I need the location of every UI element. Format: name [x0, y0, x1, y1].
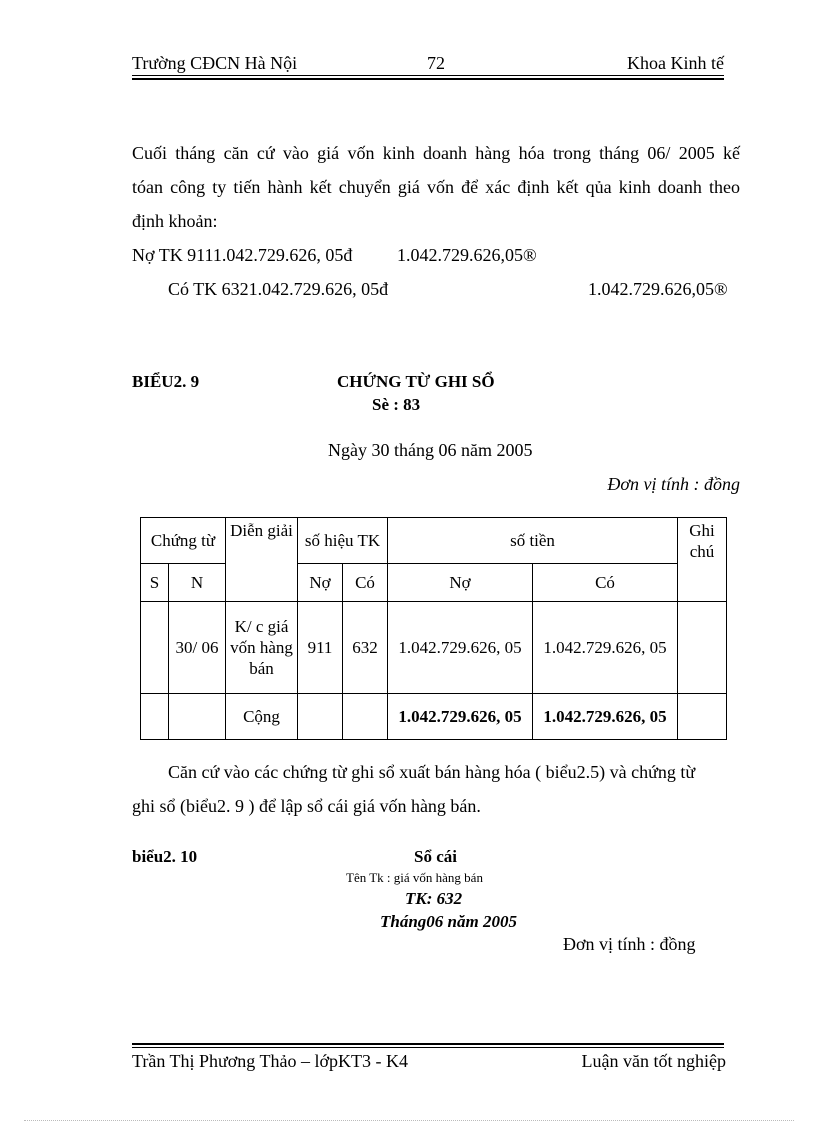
th-s: S — [141, 564, 169, 602]
intro-line-1: Cuối tháng căn cứ vào giá vốn kinh doanh hàng hóa trong tháng 06/ 2005 kế — [132, 143, 740, 163]
th-tien-co: Có — [533, 564, 678, 602]
total-tk-no — [298, 694, 343, 740]
footer-doc-type: Luận văn tốt nghiệp — [581, 1051, 726, 1071]
cell-ghichu — [678, 602, 727, 694]
th-tk-no: Nợ — [298, 564, 343, 602]
ledger-account-code: TK: 632 — [405, 889, 463, 908]
voucher-date: Ngày 30 tháng 06 năm 2005 — [328, 440, 533, 460]
cell-n: 30/ 06 — [169, 602, 226, 694]
ledger-form-label: biểu2. 10 — [132, 847, 198, 866]
entry-debit-amount: 1.042.729.626,05® — [397, 245, 537, 265]
ledger-unit: Đơn vị tính : đồng — [563, 934, 696, 954]
para2-line-2: ghi sổ (biểu2. 9 ) để lập sổ cái giá vốn hàng bán. — [132, 796, 481, 816]
th-diengiai: Diễn giải — [226, 518, 298, 602]
total-tien-co: 1.042.729.626, 05 — [533, 694, 678, 740]
th-ghichu: Ghi chú — [678, 518, 727, 602]
total-s — [141, 694, 169, 740]
ledger-title: Sổ cái — [414, 847, 457, 866]
intro-line-2: tóan công ty tiến hành kết chuyển giá vốn để xác định kết qủa kinh doanh theo — [132, 177, 740, 197]
table-total-row — [141, 694, 727, 740]
cell-tien-co: 1.042.729.626, 05 — [533, 602, 678, 694]
voucher-form-label: BIỂU2. 9 — [132, 372, 200, 391]
total-n — [169, 694, 226, 740]
header-school: Trường CĐCN Hà Nội — [132, 53, 298, 73]
ledger-period: Tháng06 năm 2005 — [380, 912, 517, 931]
header-page-number: 72 — [427, 53, 445, 73]
footer-rule-thick — [132, 1043, 724, 1045]
voucher-table — [140, 517, 727, 740]
voucher-title: CHỨNG TỪ GHI SỔ — [337, 372, 495, 391]
table-row — [141, 602, 727, 694]
cell-tien-no: 1.042.729.626, 05 — [388, 602, 533, 694]
th-tien-no: Nợ — [388, 564, 533, 602]
total-label: Cộng — [226, 694, 298, 740]
voucher-unit: Đơn vị tính : đồng — [607, 474, 740, 494]
table-header-row-1 — [141, 518, 727, 564]
th-tk-co: Có — [343, 564, 388, 602]
entry-credit-label: Có TK 6321.042.729.626, 05đ — [168, 279, 389, 299]
entry-debit-label: Nợ TK 9111.042.729.626, 05đ — [132, 245, 353, 265]
para2-line-1: Căn cứ vào các chứng từ ghi sổ xuất bán hàng hóa ( biểu2.5) và chứng từ — [168, 762, 696, 782]
cell-tk-no: 911 — [298, 602, 343, 694]
total-tien-no: 1.042.729.626, 05 — [388, 694, 533, 740]
th-n: N — [169, 564, 226, 602]
th-sotien: số tiền — [388, 518, 678, 564]
total-tk-co — [343, 694, 388, 740]
ledger-account-name: Tên Tk : giá vốn hàng bán — [346, 870, 483, 885]
cell-s — [141, 602, 169, 694]
th-sohieu: số hiệu TK — [298, 518, 388, 564]
entry-credit-amount: 1.042.729.626,05® — [588, 279, 728, 299]
cell-tk-co: 632 — [343, 602, 388, 694]
header-faculty: Khoa Kinh tế — [627, 53, 724, 73]
voucher-number: Sè : 83 — [372, 395, 421, 414]
footer-author: Trần Thị Phương Thảo – lớpKT3 - K4 — [132, 1051, 408, 1071]
cell-diengiai: K/ c giá vốn hàng bán — [226, 602, 298, 694]
header-rule-thick — [132, 78, 724, 80]
footer-rule — [132, 1047, 724, 1048]
intro-line-3: định khoản: — [132, 211, 218, 231]
total-ghichu — [678, 694, 727, 740]
page-edge-dots — [24, 1120, 794, 1121]
th-chungtu: Chứng từ — [141, 518, 226, 564]
header-rule — [132, 75, 724, 76]
